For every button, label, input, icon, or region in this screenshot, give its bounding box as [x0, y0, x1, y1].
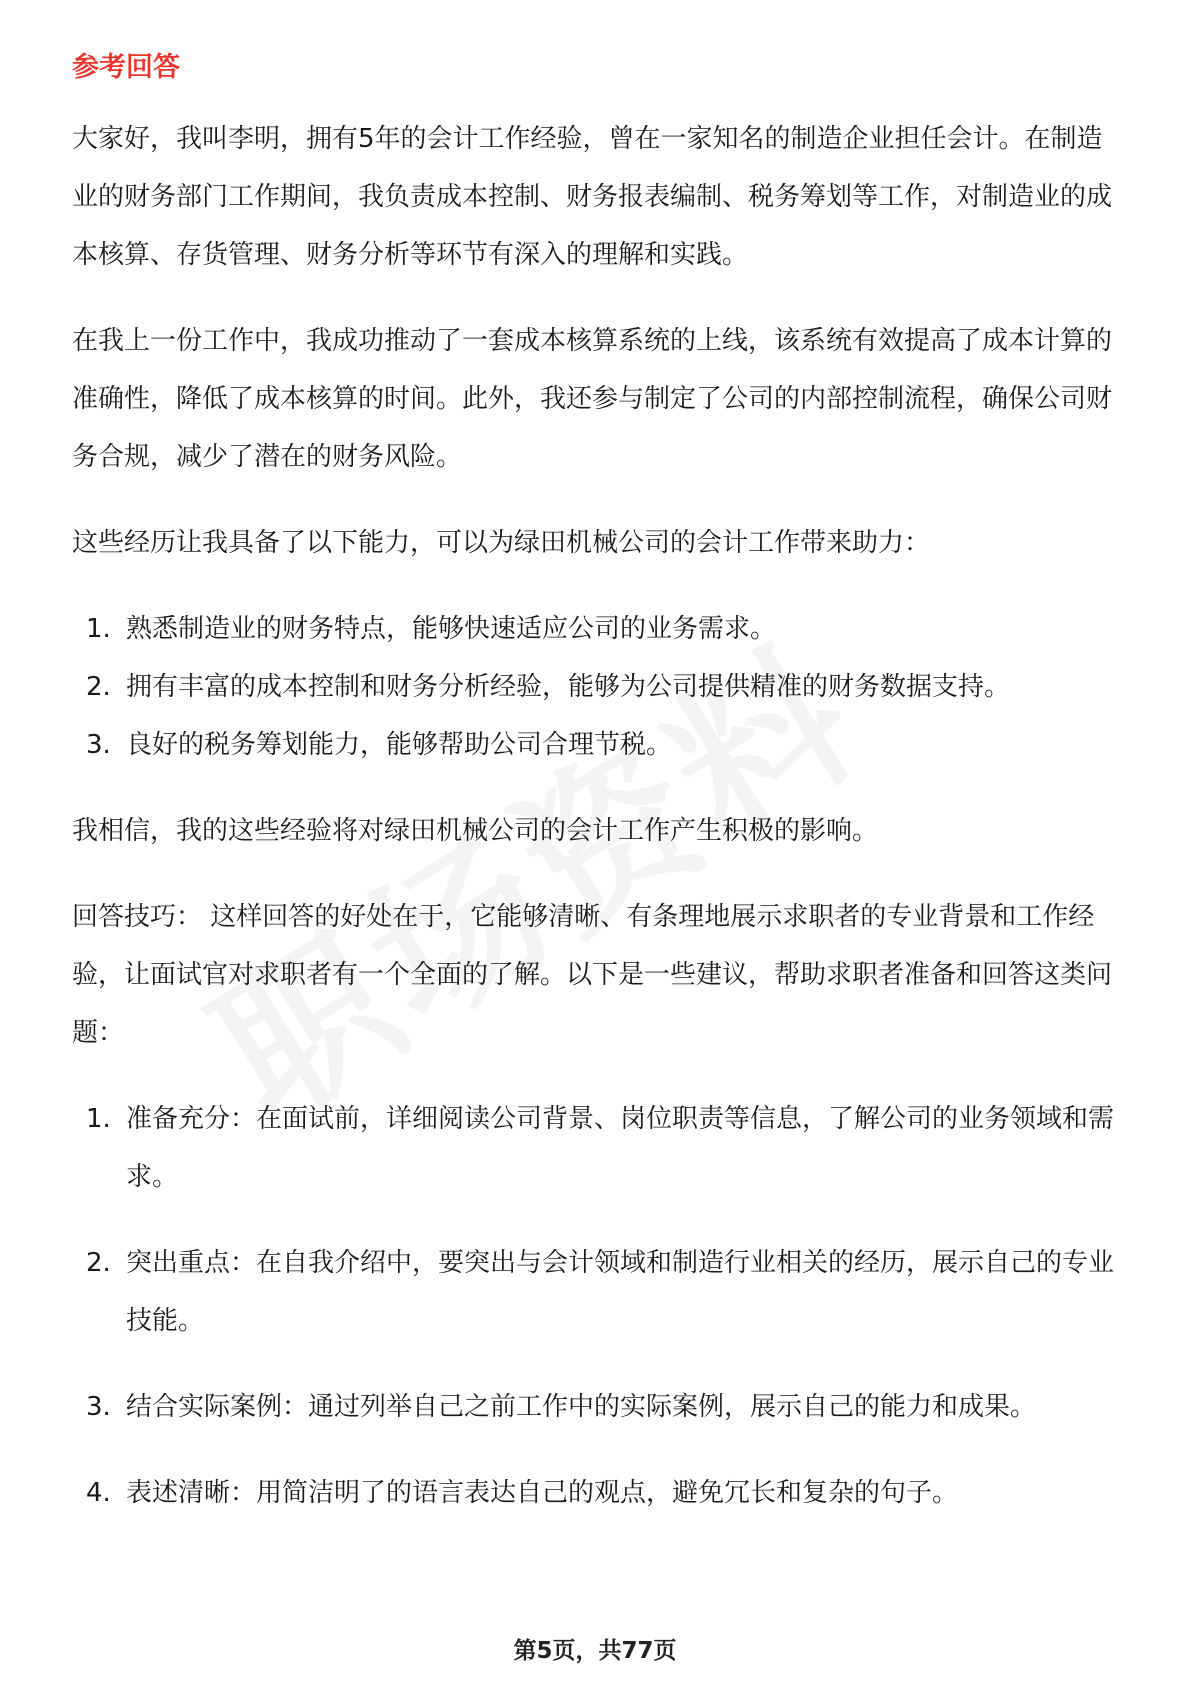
list-item [72, 1234, 1122, 1350]
list-item [72, 716, 1122, 774]
abilities-lead-paragraph: 这些经历让我具备了以下能力，可以为绿田机械公司的会计工作带来助力： [72, 528, 931, 558]
list-text: 突出重点：在自我介绍中，要突出与会计领域和制造行业相关的经历，展示自己的专业技能。 [126, 1248, 1115, 1336]
list-text: 结合实际案例：通过列举自己之前工作中的实际案例，展示自己的能力和成果。 [126, 1392, 1037, 1422]
list-text: 准备充分：在面试前，详细阅读公司背景、岗位职责等信息，了解公司的业务领域和需求。 [126, 1104, 1115, 1192]
list-number: 4. [86, 1478, 111, 1508]
section-heading: 参考回答 [72, 52, 180, 83]
list-item [72, 1378, 1122, 1436]
list-number: 3. [86, 730, 111, 760]
tips-intro-paragraph: 回答技巧： 这样回答的好处在于，它能够清晰、有条理地展示求职者的专业背景和工作经验，让面试官对求职者有一个全面的了解。以下是一些建议，帮助求职者准备和回答这类问题： [72, 902, 1113, 1048]
list-number: 3. [86, 1392, 111, 1422]
list-text: 良好的税务筹划能力，能够帮助公司合理节税。 [126, 730, 673, 760]
abilities-list [72, 600, 1122, 774]
list-text: 拥有丰富的成本控制和财务分析经验，能够为公司提供精准的财务数据支持。 [126, 672, 1011, 702]
document-page [72, 48, 1122, 1550]
list-text: 熟悉制造业的财务特点，能够快速适应公司的业务需求。 [126, 614, 777, 644]
list-item [72, 1090, 1122, 1206]
list-number: 1. [86, 1104, 111, 1134]
closing-paragraph: 我相信，我的这些经验将对绿田机械公司的会计工作产生积极的影响。 [72, 816, 879, 846]
list-item [72, 658, 1122, 716]
list-text: 表述清晰：用简洁明了的语言表达自己的观点，避免冗长和复杂的句子。 [126, 1478, 959, 1508]
intro-paragraph: 大家好，我叫李明，拥有5年的会计工作经验，曾在一家知名的制造企业担任会计。在制造业的财务部门工作期间，我负责成本控制、财务报表编制、税务筹划等工作，对制造业的成本核算、存货管理、财务分析等环节有深入的理解和实践。 [72, 124, 1113, 270]
list-item [72, 600, 1122, 658]
list-number: 2. [86, 1248, 111, 1278]
achievement-paragraph: 在我上一份工作中，我成功推动了一套成本核算系统的上线，该系统有效提高了成本计算的准确性，降低了成本核算的时间。此外，我还参与制定了公司的内部控制流程，确保公司财务合规，减少了潜在的财务风险。 [72, 326, 1113, 472]
tips-list [72, 1090, 1122, 1522]
page-number: 第5页，共77页 [513, 1638, 677, 1664]
list-item [72, 1464, 1122, 1522]
list-number: 1. [86, 614, 111, 644]
list-number: 2. [86, 672, 111, 702]
